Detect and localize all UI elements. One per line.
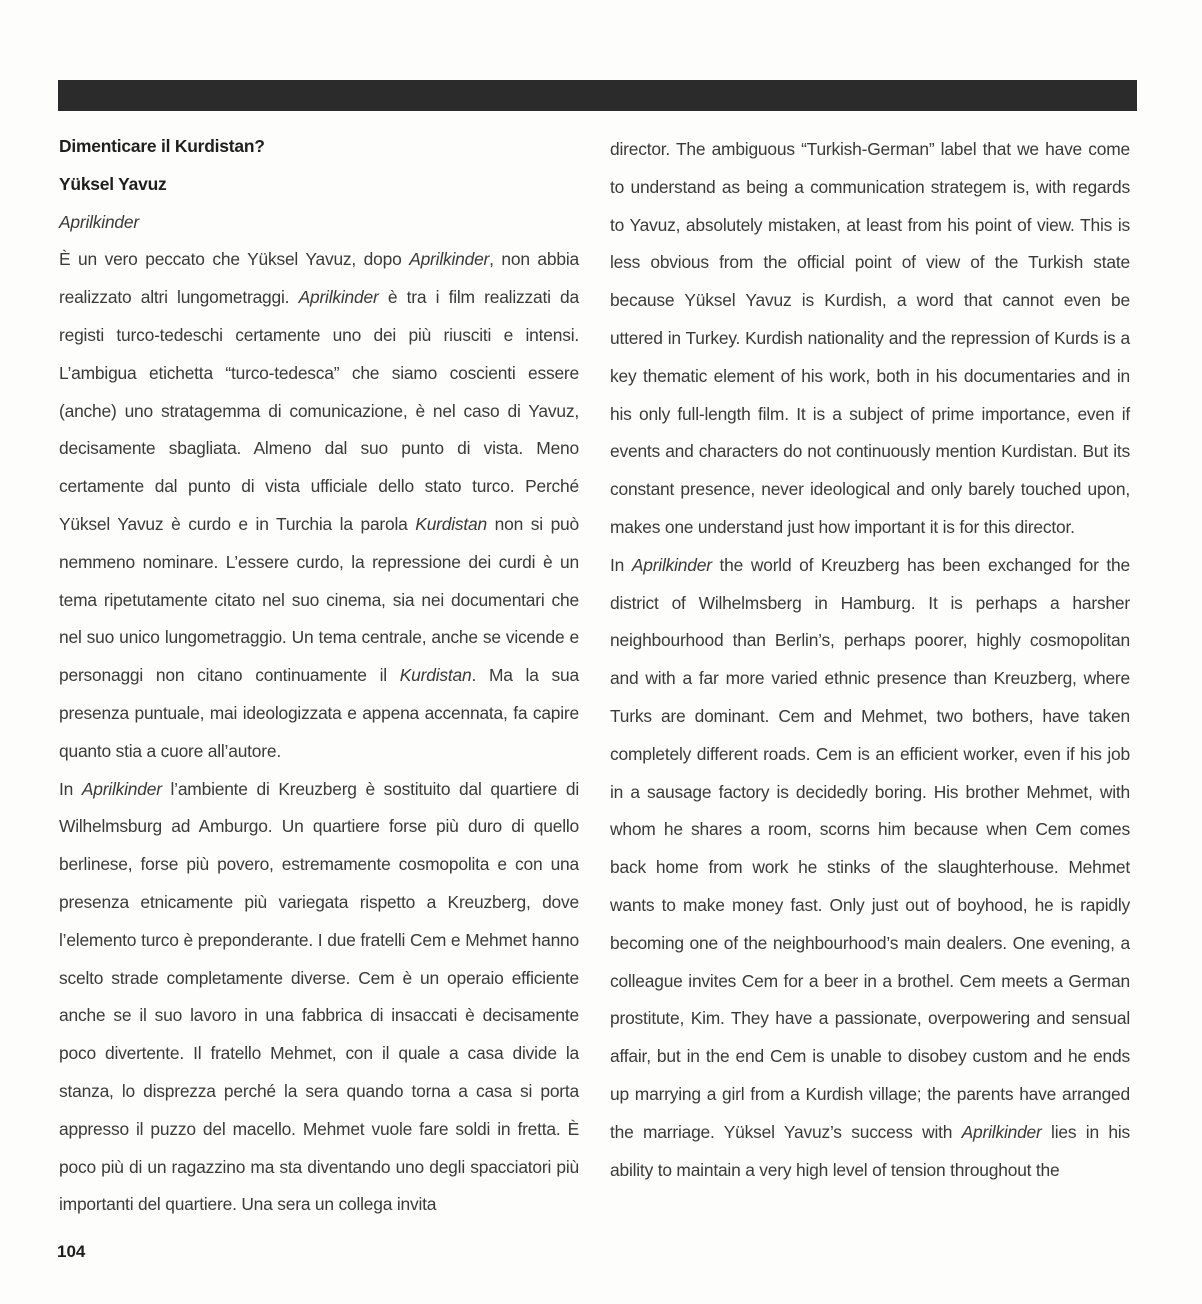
author-name: Yüksel Yavuz [59,173,167,194]
italian-column [59,128,579,1224]
italian-paragraph-2: In Aprilkinder l’ambiente di Kreuzberg è sostituito dal quartiere di Wilhelmsburg ad Amburgo. Un quartiere forse più duro di quello berlinese, forse più povero, estremamente cosmopolita e con una presenza etnicamente più variegata rispetto a Kreuzberg, dove l’elemento turco è preponderante. I due fratelli Cem e Mehmet hanno scelto strade completamente diverse. Cem è un operaio efficiente anche se il suo lavoro in una fabbrica di insaccati è decisamente poco divertente. Il fratello Mehmet, con il quale a casa divide la stanza, lo disprezza perché la sera quando torna a casa si porta appresso il puzzo del macello. Mehmet vuole fare soldi in fretta. È poco più di un ragazzino ma sta diventando uno degli spacciatori più importanti del quartiere. Una sera un collega invita [59,778,579,1215]
italian-paragraph-1: È un vero peccato che Yüksel Yavuz, dopo Aprilkinder, non abbia realizzato altri lungometraggi. Aprilkinder è tra i film realizzati da registi turco-tedeschi certamente uno dei più riusciti e intensi. L’ambigua etichetta “turco-tedesca” che siamo coscienti essere (anche) uno stratagemma di comunicazione, è nel caso di Yavuz, decisamente sbagliata. Almeno dal suo punto di vista. Meno certamente dal punto di vista ufficiale dello stato turco. Perché Yüksel Yavuz è curdo e in Turchia la parola Kurdistan non si può nemmeno nominare. L’essere curdo, la repressione dei curdi è un tema ripetutamente citato nel suo cinema, sia nei documentari che nel suo unico lungometraggio. Un tema centrale, anche se vicende e personaggi non citano continuamente il Kurdistan. Ma la sua presenza puntuale, mai ideologizzata e appena accennata, fa capire quanto stia a cuore all’autore. [59,249,579,761]
english-paragraph-1: director. The ambiguous “Turkish-German” label that we have come to understand as being a communication strategem is, with regards to Yavuz, absolutely mistaken, at least from his point of view. This is less obvious from the official point of view of the Turkish state because Yüksel Yavuz is Kurdish, a word that cannot even be uttered in Turkey. Kurdish nationality and the repression of Kurds is a key thematic element of his work, both in his documentaries and in his only full-length film. It is a subject of prime importance, even if events and characters do not continuously mention Kurdistan. But its constant presence, never ideological and only barely touched upon, makes one understand just how important it is for this director. [610,139,1130,537]
article-title: Dimenticare il Kurdistan? [59,136,265,156]
header-band [58,80,1137,111]
film-title: Aprilkinder [59,211,139,232]
page-number: 104 [57,1242,86,1261]
english-paragraph-2: In Aprilkinder the world of Kreuzberg has been exchanged for the district of Wilhelmsberg in Hamburg. It is perhaps a harsher neighbourhood than Berlin’s, perhaps poorer, highly cosmopolitan and with a far more varied ethnic presence than Kreuzberg, where Turks are dominant. Cem and Mehmet, two bothers, have taken completely different roads. Cem is an efficient worker, even if his job in a sausage factory is decidedly boring. His brother Mehmet, with whom he shares a room, scorns him because when Cem comes back home from work he stinks of the slaughterhouse. Mehmet wants to make money fast. Only just out of boyhood, he is rapidly becoming one of the neighbourhood’s main dealers. One evening, a colleague invites Cem for a beer in a brothel. Cem meets a German prostitute, Kim. They have a passionate, overpowering and sensual affair, but in the end Cem is unable to disobey custom and he ends up marrying a girl from a Kurdish village; the parents have arranged the marriage. Yüksel Yavuz’s success with Aprilkinder lies in his ability to maintain a very high level of tension throughout the [610,554,1130,1180]
english-column [610,131,1130,1189]
